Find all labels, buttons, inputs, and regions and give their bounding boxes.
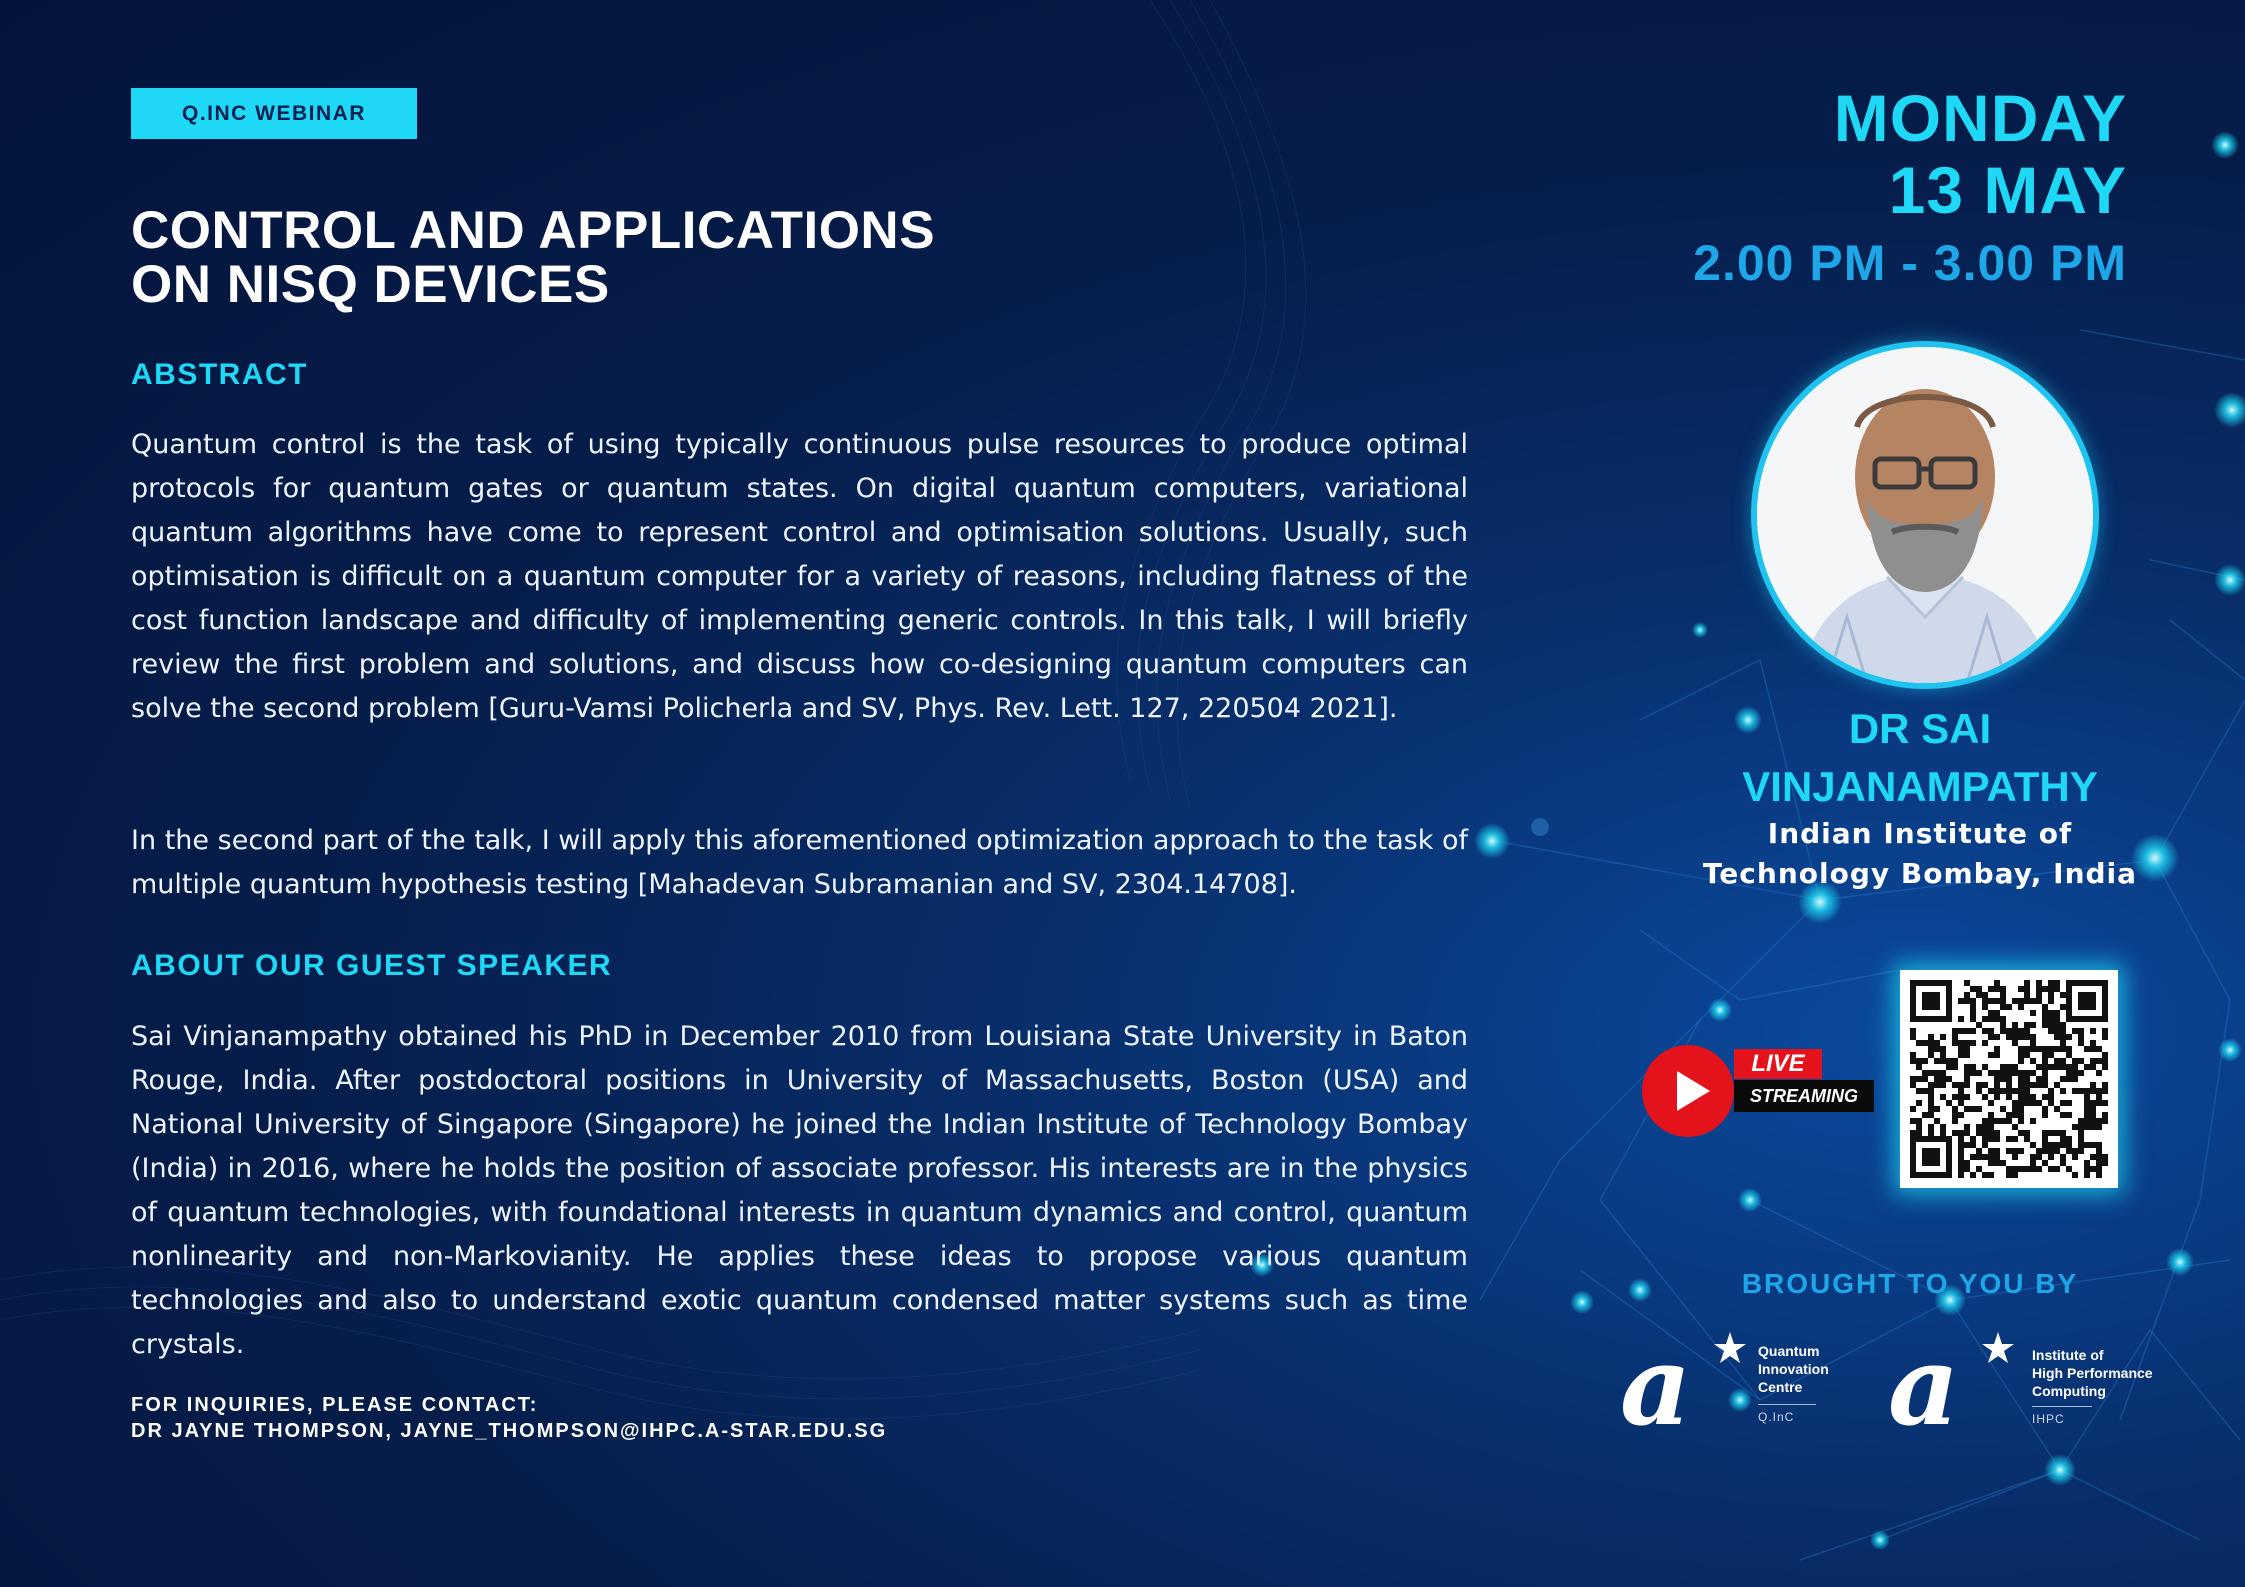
title-line-1: CONTROL AND APPLICATIONS <box>131 201 936 260</box>
page-title <box>131 201 1031 314</box>
qinc-logo-line-3: Centre <box>1758 1379 1803 1395</box>
contact-info <box>131 1392 887 1444</box>
speaker-affiliation-line-1: Indian Institute of <box>1767 817 2073 850</box>
ihpc-logo-line-1: Institute of <box>2032 1347 2104 1363</box>
speaker-name-line-2: VINJANAMPATHY <box>1742 763 2098 810</box>
ihpc-logo-line-2: High Performance <box>2032 1365 2153 1381</box>
ihpc-logo-rule <box>2032 1406 2092 1407</box>
ihpc-logo <box>1888 1332 2188 1432</box>
youtube-play-icon[interactable] <box>1640 1043 1736 1139</box>
speaker-photo <box>1751 341 2099 689</box>
qinc-logo-rule <box>1758 1404 1816 1405</box>
ihpc-logo-sub: IHPC <box>2032 1412 2065 1426</box>
speaker-portrait-illustration <box>1757 347 2093 683</box>
streaming-badge: STREAMING <box>1734 1080 1874 1112</box>
about-speaker-paragraph: Sai Vinjanampathy obtained his PhD in December 2010 from Louisiana State University in Baton Rouge, India. After postdoctoral positions in University of Massachusetts, Boston (USA) and National University of Singapore (Singapore) he joined the Indian Institute of Technology Bombay (India) in 2016, where he holds the position of associate professor. His interests are in the physics of quantum technologies, with foundational interests in quantum dynamics and control, quantum nonlinearity and non-Markovianity. He applies these ideas to propose various quantum technologies and also to understand exotic quantum condensed matter systems such as time crystals. <box>131 1021 1468 1360</box>
qinc-logo <box>1620 1332 1860 1432</box>
speaker-affiliation-line-2: Technology Bombay, India <box>1702 857 2138 890</box>
title-line-2: ON NISQ DEVICES <box>131 255 610 314</box>
contact-line-2: DR JAYNE THOMPSON, JAYNE_THOMPSON@IHPC.A-STAR.EDU.SG <box>131 1420 888 1442</box>
qinc-logo-line-2: Innovation <box>1758 1361 1829 1377</box>
about-speaker-heading: ABOUT OUR GUEST SPEAKER <box>131 949 613 982</box>
qr-code-pattern <box>1900 970 2118 1188</box>
abstract-heading: ABSTRACT <box>131 358 308 391</box>
event-time: 2.00 PM - 3.00 PM <box>1693 235 2127 291</box>
abstract-paragraph-2: In the second part of the talk, I will apply this aforementioned optimization approach to the task of multiple quantum hypothesis testing [Mahadevan Subramanian and SV, 2304.14708]. <box>131 825 1468 900</box>
qr-code[interactable] <box>1900 970 2118 1188</box>
event-date: 13 MAY <box>1888 153 2127 227</box>
speaker-affiliation <box>1640 814 2200 894</box>
a-star-logo-mark <box>1620 1332 1750 1432</box>
event-datetime <box>1693 82 2127 296</box>
speaker-name <box>1640 700 2200 816</box>
qinc-logo-line-1: Quantum <box>1758 1343 1820 1359</box>
a-star-logo-mark <box>1888 1332 2018 1432</box>
svg-text:a: a <box>1620 1332 1692 1432</box>
ihpc-logo-line-3: Computing <box>2032 1383 2106 1399</box>
event-day: MONDAY <box>1833 81 2127 155</box>
webinar-tag: Q.INC WEBINAR <box>131 88 417 139</box>
contact-line-1: FOR INQUIRIES, PLEASE CONTACT: <box>131 1394 539 1416</box>
live-badge: LIVE <box>1734 1049 1822 1079</box>
svg-text:a: a <box>1888 1332 1960 1432</box>
qinc-logo-sub: Q.InC <box>1758 1410 1795 1424</box>
abstract-paragraph-1: Quantum control is the task of using typically continuous pulse resources to produce optimal protocols for quantum gates or quantum states. On digital quantum computers, variational quantum algorithms have come to represent control and optimisation solutions. Usually, such optimisation is difficult on a quantum computer for a variety of reasons, including flatness of the cost function landscape and difficulty of implementing generic controls. In this talk, I will briefly review the first problem and solutions, and discuss how co-designing quantum computers can solve the second problem [Guru-Vamsi Policherla and SV, Phys. Rev. Lett. 127, 220504 2021]. <box>131 429 1468 724</box>
sponsors-heading: BROUGHT TO YOU BY <box>1741 1268 2079 1299</box>
speaker-name-line-1: DR SAI <box>1848 705 1992 752</box>
